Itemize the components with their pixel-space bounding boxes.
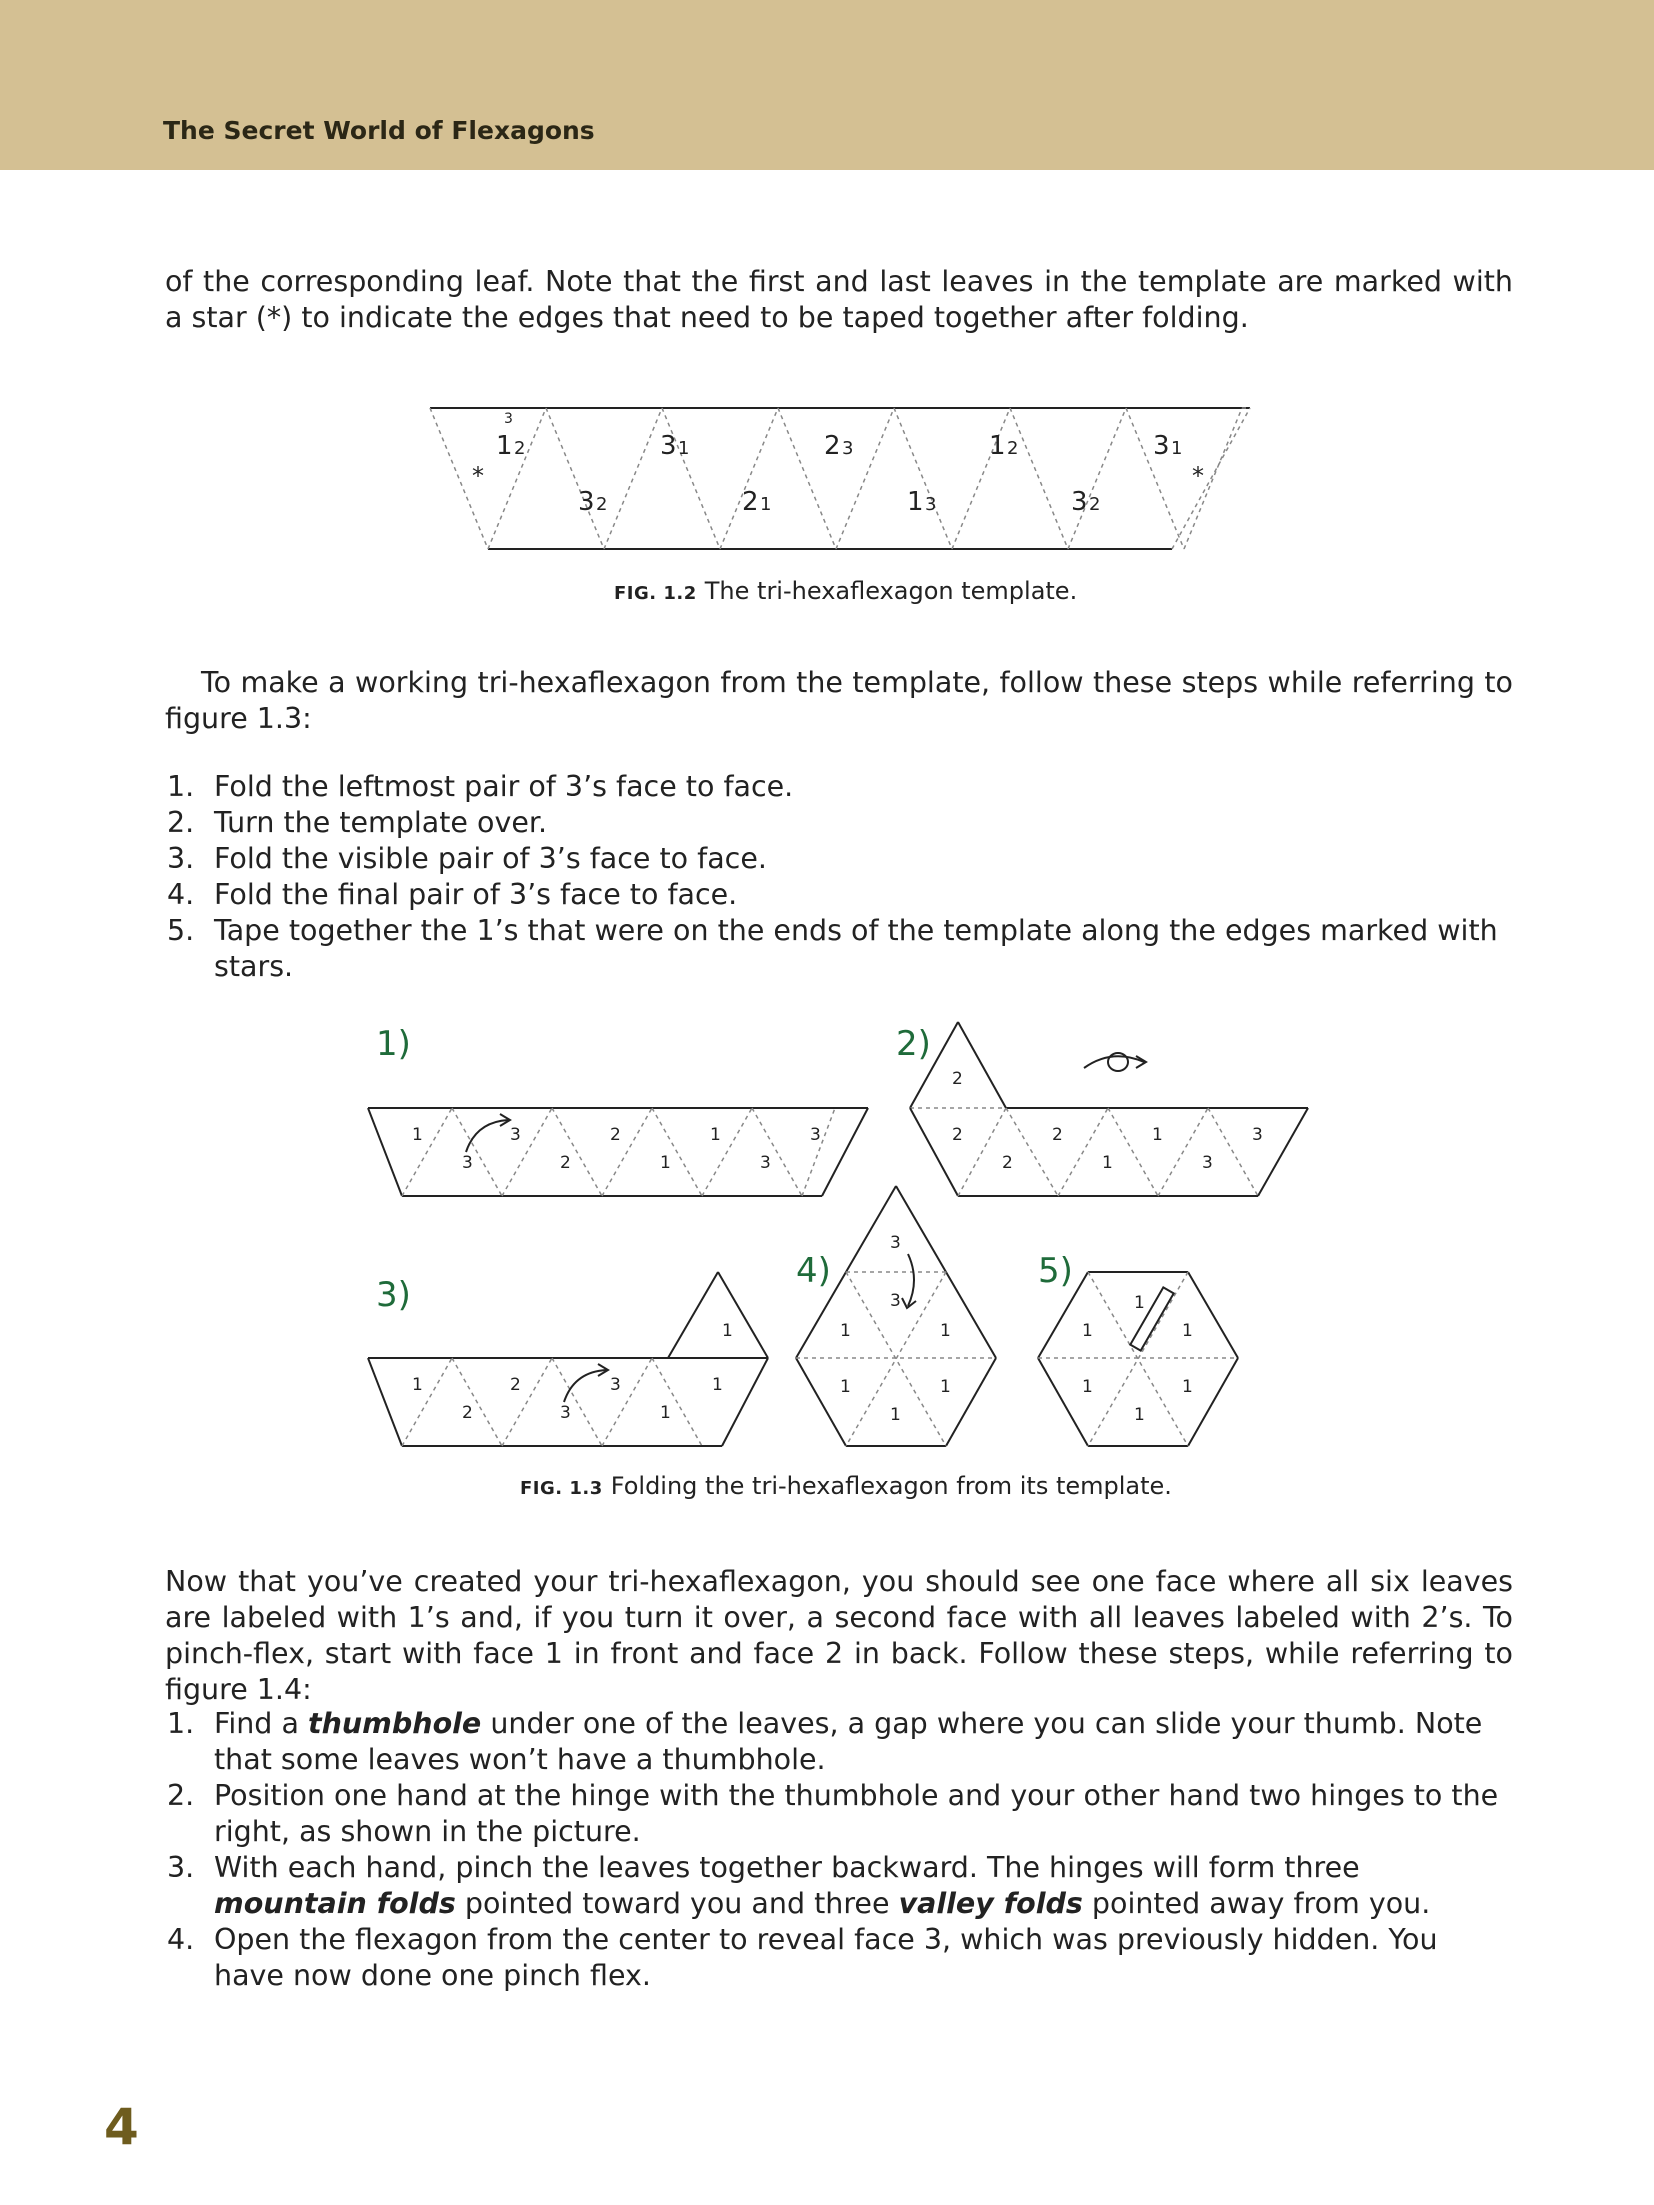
leaf-number: 1 — [712, 1375, 723, 1395]
running-header — [0, 0, 1654, 170]
leaf-number: 2 — [1002, 1153, 1013, 1173]
step-label: 5) — [1038, 1251, 1073, 1291]
leaf-number: 3 — [1071, 487, 1088, 517]
leaf-number: 1 — [660, 1403, 671, 1423]
step-label: 1) — [376, 1024, 411, 1064]
leaf-number: 2 — [742, 487, 759, 517]
intro-paragraph: of the corresponding leaf. Note that the first and last leaves in the template are marked with a star (*) to indicate the edges that need to be taped together after folding. — [165, 265, 1513, 334]
template-figure — [420, 400, 1260, 560]
leaf-number: 3 — [462, 1153, 473, 1173]
fold-arrow — [908, 1254, 914, 1306]
small-number: 3 — [504, 411, 513, 427]
step-number: 4. — [167, 878, 195, 911]
leaf-number: 1 — [1134, 1293, 1145, 1313]
figure-caption — [520, 1472, 1172, 1500]
leaf-number: 3 — [760, 1153, 771, 1173]
step-text: With each hand, pinch the leaves together backward. The hinges will form three — [214, 1851, 1360, 1884]
step-text: Fold the final pair of 3’s face to face. — [214, 878, 738, 911]
leaf-sub: 3 — [842, 438, 854, 459]
fold-step-4-diagram — [796, 1186, 996, 1446]
leaf-number: 1 — [412, 1125, 423, 1145]
leaf-sub: 2 — [1089, 494, 1101, 515]
leaf-number: 2 — [462, 1403, 473, 1423]
leaf-number: 1 — [1082, 1321, 1093, 1341]
step-text: Turn the template over. — [214, 806, 548, 839]
leaf-number: 1 — [940, 1377, 951, 1397]
leaf-number: 1 — [660, 1153, 671, 1173]
leaf-number: 3 — [660, 431, 677, 461]
step-text: Fold the leftmost pair of 3’s face to face. — [214, 770, 794, 803]
leaf-number: 3 — [1153, 431, 1170, 461]
leaf-number: 1 — [890, 1405, 901, 1425]
step-number: 4. — [167, 1923, 195, 1956]
leaf-number: 1 — [940, 1321, 951, 1341]
leaf-number: 1 — [1134, 1405, 1145, 1425]
star-mark: * — [1192, 462, 1204, 490]
leaf-number: 3 — [578, 487, 595, 517]
leaf-number: 1 — [840, 1321, 851, 1341]
step-text: Position one hand at the hinge with the thumbhole and your other hand two hinges to the right, as shown in the picture. — [214, 1779, 1499, 1848]
list-item — [165, 1706, 1513, 1778]
leaf-sub: 2 — [514, 438, 526, 459]
step-label: 2) — [896, 1024, 931, 1064]
step-text: Find a — [214, 1707, 308, 1740]
leaf-number: 2 — [952, 1125, 963, 1145]
leaf-number: 1 — [989, 431, 1006, 461]
leaf-number: 3 — [560, 1403, 571, 1423]
fold-step-2-diagram — [896, 1022, 1308, 1196]
leaf-number: 3 — [890, 1233, 901, 1253]
step-label: 4) — [796, 1251, 831, 1291]
leaf-number: 2 — [824, 431, 841, 461]
step-text: Open the flexagon from the center to reveal face 3, which was previously hidden. You have now done one pinch flex. — [214, 1923, 1438, 1992]
list-item — [165, 769, 1513, 805]
instructions-paragraph: To make a working tri-hexaflexagon from the template, follow these steps while referring to figure 1.3: — [165, 666, 1513, 735]
leaf-sub: 2 — [596, 494, 608, 515]
leaf-number: 3 — [1252, 1125, 1263, 1145]
book-title: The Secret World of Flexagons — [163, 116, 595, 145]
star-mark: * — [472, 462, 484, 490]
leaf-sub: 1 — [1171, 438, 1183, 459]
leaf-number: 2 — [610, 1125, 621, 1145]
list-item — [165, 841, 1513, 877]
step-text: under one of the leaves, a gap where you can slide your thumb. Note that some leaves won’t have a thumbhole. — [214, 1707, 1483, 1776]
step-number: 3. — [167, 842, 195, 875]
list-item — [165, 877, 1513, 913]
step-number: 5. — [167, 914, 195, 947]
step-number: 2. — [167, 806, 195, 839]
step-number: 2. — [167, 1779, 195, 1812]
fold-step-3-diagram — [368, 1272, 768, 1446]
list-item — [165, 1850, 1513, 1922]
step-text: Fold the visible pair of 3’s face to face. — [214, 842, 767, 875]
folding-steps — [165, 769, 1513, 985]
leaf-number: 1 — [840, 1377, 851, 1397]
list-item — [165, 913, 1513, 985]
term-thumbhole: thumbhole — [307, 1707, 482, 1740]
leaf-sub: 3 — [925, 494, 937, 515]
leaf-number: 2 — [560, 1153, 571, 1173]
fold-step-5-diagram — [1038, 1251, 1238, 1446]
page-number: 4 — [104, 2098, 139, 2156]
leaf-number: 1 — [1182, 1321, 1193, 1341]
leaf-number: 3 — [510, 1125, 521, 1145]
step-text: Tape together the 1’s that were on the ends of the template along the edges marked with stars. — [214, 914, 1498, 983]
leaf-number: 2 — [952, 1069, 963, 1089]
leaf-number: 2 — [510, 1375, 521, 1395]
turn-over-arrow — [1084, 1056, 1144, 1068]
leaf-number: 3 — [1202, 1153, 1213, 1173]
leaf-number: 1 — [496, 431, 513, 461]
step-number: 1. — [167, 770, 195, 803]
leaf-number: 1 — [412, 1375, 423, 1395]
list-item — [165, 1922, 1513, 1994]
pinch-flex-paragraph: Now that you’ve created your tri-hexaflexagon, you should see one face where all six leaves are labeled with 1’s and, if you turn it over, a second face with all leaves labeled with 2’s. To pinch-flex, start with face 1 in front and face 2 in back. Follow these steps, while referring to figure 1.4: — [165, 1565, 1513, 1706]
figure-label: FIG. 1.2 — [614, 583, 697, 604]
term-valley-folds: valley folds — [898, 1887, 1083, 1920]
leaf-sub: 1 — [678, 438, 690, 459]
leaf-number: 1 — [722, 1321, 733, 1341]
leaf-number: 1 — [907, 487, 924, 517]
leaf-sub: 1 — [760, 494, 772, 515]
leaf-number: 1 — [710, 1125, 721, 1145]
leaf-number: 3 — [810, 1125, 821, 1145]
step-number: 3. — [167, 1851, 195, 1884]
leaf-number: 3 — [610, 1375, 621, 1395]
leaf-number: 1 — [1102, 1153, 1113, 1173]
fold-step-1-diagram — [368, 1024, 868, 1196]
pinch-flex-steps — [165, 1706, 1513, 1994]
caption-text: Folding the tri-hexaflexagon from its template. — [610, 1472, 1172, 1500]
step-label: 3) — [376, 1275, 411, 1315]
leaf-number: 1 — [1082, 1377, 1093, 1397]
step-text: pointed away from you. — [1082, 1887, 1431, 1920]
list-item — [165, 1778, 1513, 1850]
step-text: pointed toward you and three — [455, 1887, 899, 1920]
leaf-number: 2 — [1052, 1125, 1063, 1145]
caption-text: The tri-hexaflexagon template. — [704, 577, 1078, 605]
leaf-number: 1 — [1152, 1125, 1163, 1145]
figure-label: FIG. 1.3 — [520, 1478, 603, 1499]
figure-caption — [614, 577, 1077, 605]
list-item — [165, 805, 1513, 841]
leaf-number: 1 — [1182, 1377, 1193, 1397]
step-number: 1. — [167, 1707, 195, 1740]
term-mountain-folds: mountain folds — [214, 1887, 456, 1920]
leaf-sub: 2 — [1007, 438, 1019, 459]
folding-figure — [360, 1010, 1320, 1460]
leaf-number: 3 — [890, 1291, 901, 1311]
